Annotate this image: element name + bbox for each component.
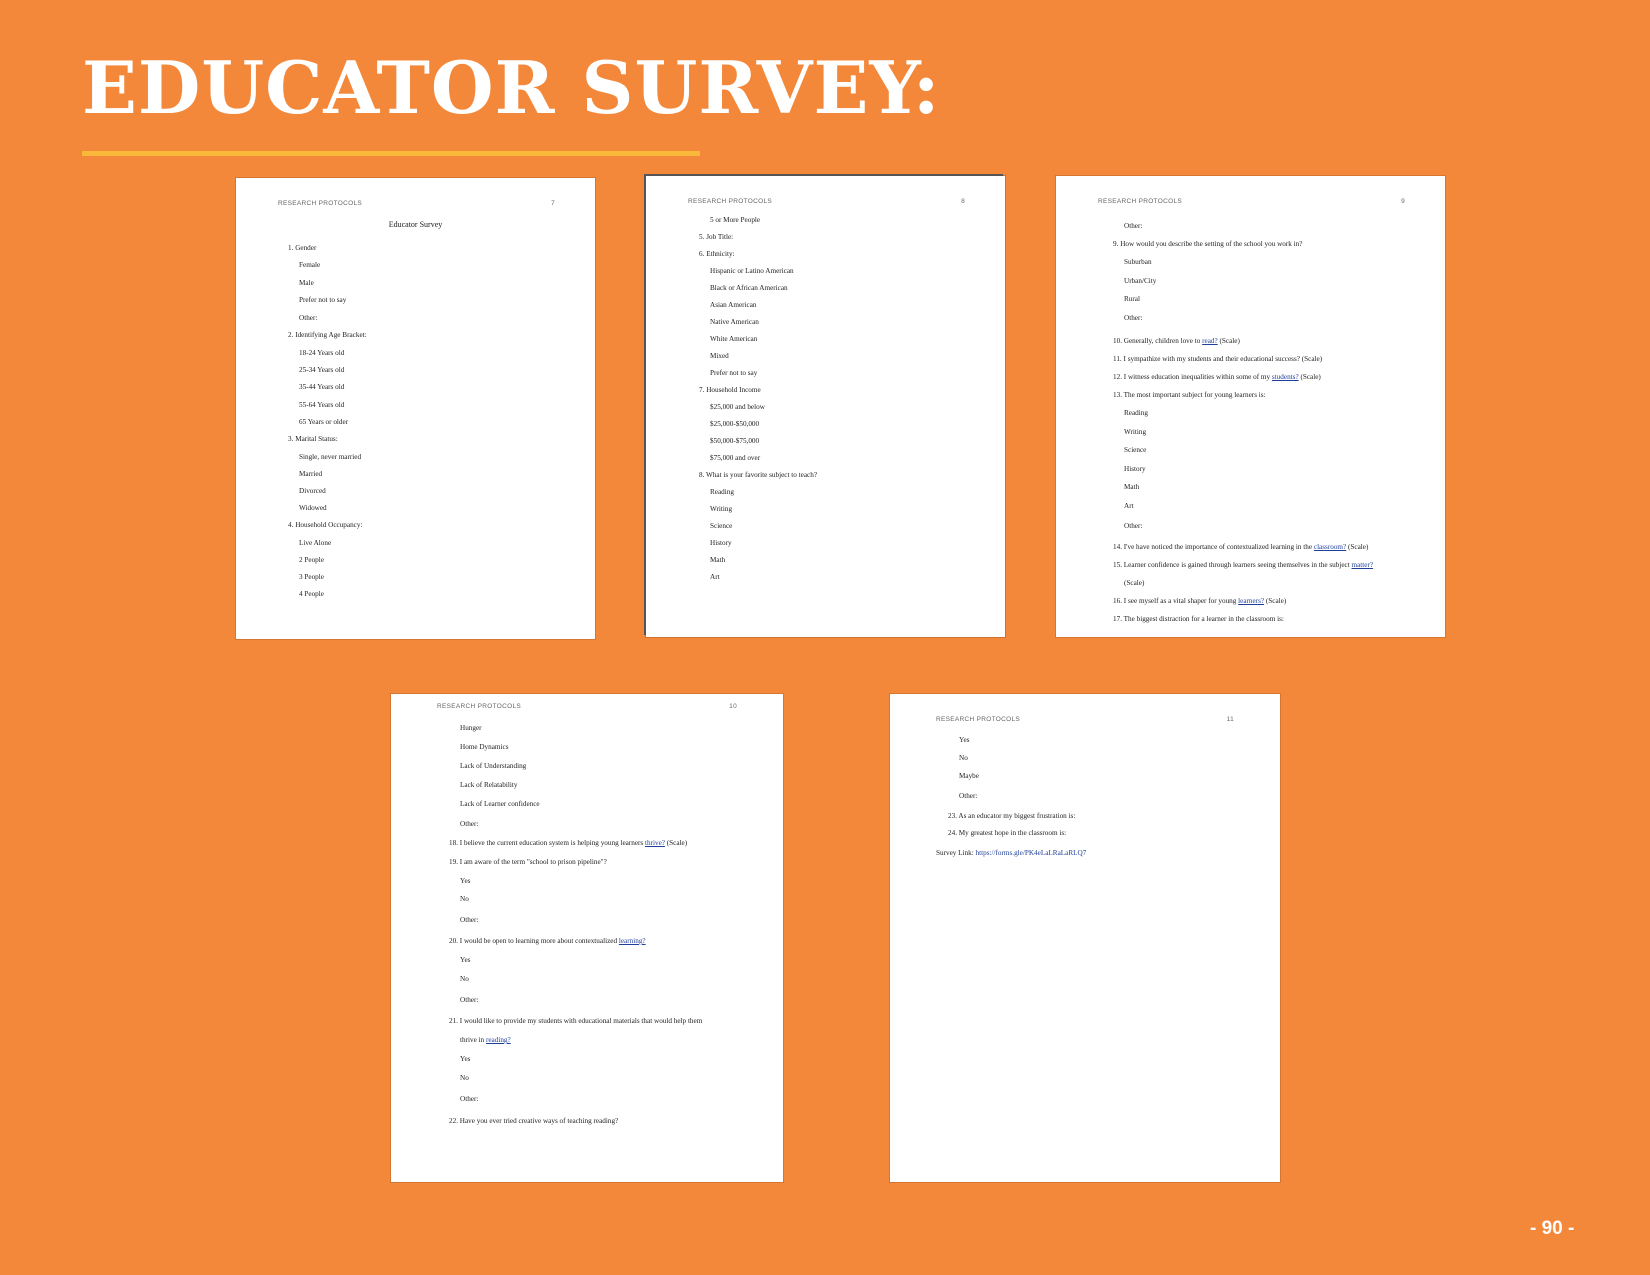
question-line: 11. I sympathize with my students and their educational success? (Scale) bbox=[1113, 355, 1323, 363]
option-line: Widowed bbox=[299, 504, 327, 512]
option-line: Urban/City bbox=[1124, 277, 1157, 285]
option-line: Maybe bbox=[959, 772, 979, 780]
question-line: 17. The biggest distraction for a learner in the classroom is: bbox=[1113, 615, 1284, 623]
option-line: $25,000 and below bbox=[710, 403, 765, 411]
question-line: 3. Marital Status: bbox=[288, 435, 338, 443]
running-header bbox=[278, 200, 555, 207]
linked-word[interactable]: read? bbox=[1202, 337, 1218, 345]
linked-word[interactable]: learners? bbox=[1238, 597, 1265, 605]
option-line: Mixed bbox=[710, 352, 729, 360]
question-line: 13. The most important subject for young learners is: bbox=[1113, 391, 1266, 399]
option-line: Other: bbox=[460, 820, 479, 828]
option-line: No bbox=[959, 754, 968, 762]
option-line: Prefer not to say bbox=[299, 296, 347, 304]
option-line: No bbox=[460, 1074, 469, 1082]
option-line: Rural bbox=[1124, 295, 1140, 303]
header-label: RESEARCH PROTOCOLS bbox=[936, 716, 1021, 723]
header-page-number: 11 bbox=[1226, 716, 1234, 723]
option-line: Hispanic or Latino American bbox=[710, 267, 794, 275]
document-page-10 bbox=[391, 694, 783, 1182]
scale-line: (Scale) bbox=[1124, 579, 1145, 587]
document-page-7 bbox=[236, 178, 595, 639]
option-line: Live Alone bbox=[299, 539, 332, 547]
option-line: Hunger bbox=[460, 724, 482, 732]
header-page-number: 10 bbox=[729, 703, 737, 710]
option-line: White American bbox=[710, 335, 758, 343]
linked-word[interactable]: reading? bbox=[485, 1036, 511, 1044]
question-line: 23. As an educator my biggest frustration is: bbox=[948, 812, 1076, 820]
option-line: Math bbox=[710, 556, 726, 564]
question-line: 21. I would like to provide my students with educational materials that would help them bbox=[449, 1017, 703, 1025]
option-line: Lack of Learner confidence bbox=[460, 800, 540, 808]
option-line: Lack of Understanding bbox=[460, 762, 527, 770]
question-line: 5. Job Title: bbox=[699, 233, 734, 241]
question-line: 18. I believe the current education system is helping young learners thrive? (Scale) bbox=[449, 839, 688, 847]
question-line: 19. I am aware of the term "school to prison pipeline"? bbox=[449, 858, 607, 866]
option-line: History bbox=[710, 539, 732, 547]
option-line: Other: bbox=[959, 792, 978, 800]
option-line: Other: bbox=[1124, 522, 1143, 530]
header-label: RESEARCH PROTOCOLS bbox=[437, 703, 522, 710]
option-line: 65 Years or older bbox=[299, 418, 349, 426]
header-page-number: 7 bbox=[551, 200, 555, 207]
option-line: Suburban bbox=[1124, 258, 1152, 266]
question-line-cont: thrive in reading? bbox=[460, 1036, 511, 1044]
option-line: Prefer not to say bbox=[710, 369, 758, 377]
option-line: Science bbox=[710, 522, 733, 530]
linked-word[interactable]: thrive? bbox=[645, 839, 665, 847]
option-line: Yes bbox=[959, 736, 970, 744]
header-label: RESEARCH PROTOCOLS bbox=[278, 200, 363, 207]
document-page-8 bbox=[646, 176, 1005, 637]
running-header bbox=[688, 198, 965, 205]
running-header bbox=[1098, 198, 1405, 205]
option-line: Reading bbox=[710, 488, 734, 496]
question-line: 10. Generally, children love to read? (Scale) bbox=[1113, 337, 1240, 345]
question-line: 16. I see myself as a vital shaper for young learners? (Scale) bbox=[1113, 597, 1287, 605]
page-number: - 90 - bbox=[1530, 1218, 1575, 1239]
title-underline bbox=[82, 151, 700, 156]
question-line: 9. How would you describe the setting of the school you work in? bbox=[1113, 240, 1303, 248]
option-line: 35-44 Years old bbox=[299, 383, 345, 391]
question-line: 6. Ethnicity: bbox=[699, 250, 735, 258]
question-line: 2. Identifying Age Bracket: bbox=[288, 331, 367, 339]
linked-word[interactable]: students? bbox=[1271, 373, 1299, 381]
option-line: Asian American bbox=[710, 301, 757, 309]
option-line: Writing bbox=[710, 505, 733, 513]
question-line: 14. I've have noticed the importance of contextualized learning in the classroom? (Scale) bbox=[1113, 543, 1369, 551]
option-line: 5 or More People bbox=[710, 216, 761, 224]
option-line: Yes bbox=[460, 1055, 471, 1063]
survey-link[interactable]: https://forms.gle/PK4eLaLRaLaRLQ7 bbox=[975, 849, 1087, 857]
option-line: $25,000-$50,000 bbox=[710, 420, 760, 428]
option-line: $75,000 and over bbox=[710, 454, 761, 462]
option-line: Math bbox=[1124, 483, 1140, 491]
linked-word[interactable]: matter? bbox=[1351, 561, 1374, 569]
option-line: Other: bbox=[1124, 222, 1143, 230]
option-line: Divorced bbox=[299, 487, 326, 495]
option-line: Other: bbox=[460, 916, 479, 924]
running-header bbox=[936, 716, 1234, 723]
option-line: Native American bbox=[710, 318, 759, 326]
option-line: Lack of Relatability bbox=[460, 781, 518, 789]
option-line: Other: bbox=[1124, 314, 1143, 322]
option-line: Other: bbox=[460, 996, 479, 1004]
linked-word[interactable]: learning? bbox=[618, 937, 646, 945]
option-line: $50,000-$75,000 bbox=[710, 437, 760, 445]
option-line: Married bbox=[299, 470, 323, 478]
page-title: EDUCATOR SURVEY: bbox=[82, 45, 941, 130]
question-line: 20. I would be open to learning more about contextualized learning? bbox=[449, 937, 646, 945]
option-line: 4 People bbox=[299, 590, 324, 598]
question-line: 15. Learner confidence is gained through learners seeing themselves in the subject matter? bbox=[1113, 561, 1374, 569]
document-page-11 bbox=[890, 694, 1280, 1182]
option-line: Home Dynamics bbox=[460, 743, 509, 751]
option-line: 55-64 Years old bbox=[299, 401, 345, 409]
option-line: 25-34 Years old bbox=[299, 366, 345, 374]
option-line: Single, never married bbox=[299, 453, 362, 461]
option-line: Reading bbox=[1124, 409, 1148, 417]
document-title: Educator Survey bbox=[388, 220, 443, 229]
question-line: 1. Gender bbox=[288, 244, 317, 252]
document-page-9 bbox=[1056, 176, 1445, 637]
option-line: Female bbox=[299, 261, 321, 269]
option-line: Writing bbox=[1124, 428, 1147, 436]
header-page-number: 8 bbox=[961, 198, 965, 205]
option-line: Black or African American bbox=[710, 284, 788, 292]
header-page-number: 9 bbox=[1401, 198, 1405, 205]
survey-link-line: Survey Link: https://forms.gle/PK4eLaLRaLaRLQ7 bbox=[936, 849, 1087, 857]
option-line: No bbox=[460, 975, 469, 983]
question-line: 4. Household Occupancy: bbox=[288, 521, 363, 529]
question-line: 12. I witness education inequalities within some of my students? (Scale) bbox=[1113, 373, 1321, 381]
option-line: No bbox=[460, 895, 469, 903]
question-line: 7. Household Income bbox=[699, 386, 761, 394]
option-line: Other: bbox=[299, 314, 318, 322]
question-line: 24. My greatest hope in the classroom is: bbox=[948, 829, 1067, 837]
option-line: Art bbox=[1124, 502, 1134, 510]
question-line: 22. Have you ever tried creative ways of teaching reading? bbox=[449, 1117, 619, 1125]
option-line: Other: bbox=[460, 1095, 479, 1103]
option-line: 18-24 Years old bbox=[299, 349, 345, 357]
option-line: Science bbox=[1124, 446, 1147, 454]
option-line: History bbox=[1124, 465, 1146, 473]
header-label: RESEARCH PROTOCOLS bbox=[1098, 198, 1183, 205]
running-header bbox=[437, 703, 737, 710]
option-line: Yes bbox=[460, 877, 471, 885]
header-label: RESEARCH PROTOCOLS bbox=[688, 198, 773, 205]
option-line: Male bbox=[299, 279, 314, 287]
option-line: Art bbox=[710, 573, 720, 581]
option-line: 3 People bbox=[299, 573, 324, 581]
option-line: Yes bbox=[460, 956, 471, 964]
option-line: 2 People bbox=[299, 556, 324, 564]
linked-word[interactable]: classroom? bbox=[1313, 543, 1347, 551]
question-line: 8. What is your favorite subject to teach? bbox=[699, 471, 818, 479]
